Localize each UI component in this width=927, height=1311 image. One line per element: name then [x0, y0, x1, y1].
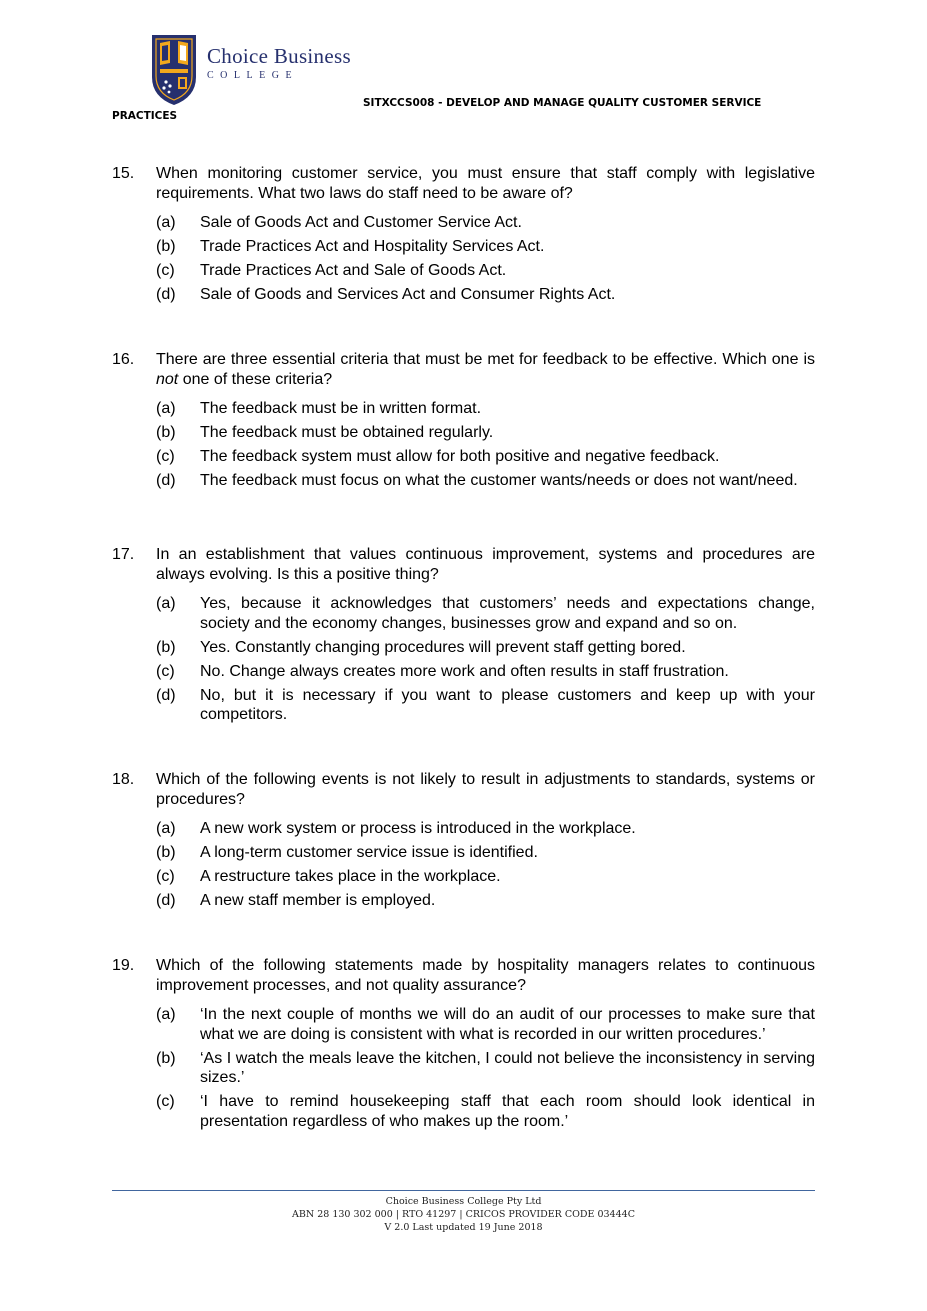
option-text: ‘In the next couple of months we will do an audit of our processes to make sure that what we are doing is consistent with what is recorded in our written procedures.’	[200, 1006, 815, 1043]
option-text: No, but it is necessary if you want to please customers and keep up with your competitors.	[200, 686, 815, 723]
option-label: (b)	[156, 238, 176, 255]
question-text	[156, 350, 815, 390]
option-label: (a)	[156, 820, 176, 837]
option-label: (d)	[156, 472, 176, 489]
question-19	[112, 956, 815, 1136]
question-text-end: one of these criteria?	[178, 371, 333, 388]
footer-version: V 2.0 Last updated 19 June 2018	[384, 1222, 543, 1233]
option-label: (b)	[156, 844, 176, 861]
option-text: No. Change always creates more work and often results in staff frustration.	[200, 662, 729, 680]
option-text: The feedback system must allow for both positive and negative feedback.	[200, 448, 720, 465]
options-list	[112, 819, 815, 911]
option-c	[156, 662, 815, 682]
option-a	[156, 819, 815, 839]
brand-subtitle: COLLEGE	[207, 70, 299, 81]
option-d	[156, 891, 815, 911]
footer-registration: ABN 28 130 302 000 | RTO 41297 | CRICOS PROVIDER CODE 03444C	[292, 1209, 635, 1220]
options-list	[112, 213, 815, 305]
option-a	[156, 399, 815, 419]
brand-name: Choice Business	[207, 44, 351, 68]
option-text: The feedback must be obtained regularly.	[200, 424, 494, 441]
option-label: (d)	[156, 686, 176, 704]
question-17	[112, 545, 815, 729]
option-text: A long-term customer service issue is identified.	[200, 844, 538, 861]
option-label: (a)	[156, 400, 176, 417]
page-footer	[112, 1195, 815, 1234]
option-label: (d)	[156, 286, 176, 303]
option-text: Sale of Goods and Services Act and Consumer Rights Act.	[200, 286, 616, 303]
option-text: Trade Practices Act and Hospitality Services Act.	[200, 238, 545, 255]
option-c	[156, 867, 815, 887]
option-text: A new work system or process is introduced in the workplace.	[200, 820, 636, 837]
option-d	[156, 285, 815, 305]
option-a	[156, 1005, 815, 1044]
college-brand	[207, 44, 351, 81]
option-b	[156, 1049, 815, 1088]
option-label: (a)	[156, 214, 176, 231]
option-c	[156, 447, 815, 467]
option-label: (a)	[156, 1006, 176, 1023]
question-number: 16.	[112, 351, 135, 368]
unit-code-heading: SITXCCS008 - DEVELOP AND MANAGE QUALITY CUSTOMER SERVICE	[363, 97, 762, 109]
option-text: ‘As I watch the meals leave the kitchen, I could not believe the inconsistency in serving sizes.’	[200, 1049, 815, 1086]
option-d	[156, 471, 815, 491]
option-c	[156, 261, 815, 281]
question-number: 17.	[112, 546, 135, 563]
option-b	[156, 237, 815, 257]
option-label: (b)	[156, 1049, 176, 1067]
option-text: Sale of Goods Act and Customer Service Act.	[200, 214, 522, 231]
option-label: (b)	[156, 638, 176, 656]
question-text: When monitoring customer service, you must ensure that staff comply with legislative requirements. What two laws do staff need to be aware of?	[156, 165, 815, 202]
option-text: Yes. Constantly changing procedures will prevent staff getting bored.	[200, 638, 686, 656]
options-list	[112, 1005, 815, 1131]
options-list	[112, 594, 815, 725]
option-label: (c)	[156, 262, 175, 279]
option-text: ‘I have to remind housekeeping staff that each room should look identical in presentation regardless of who makes up the room.’	[200, 1093, 815, 1130]
option-label: (b)	[156, 424, 176, 441]
option-b	[156, 638, 815, 658]
option-text: Yes, because it acknowledges that customers’ needs and expectations change, society and the economy changes, businesses grow and expand and so on.	[200, 595, 815, 632]
unit-code-heading-continued: PRACTICES	[112, 110, 178, 122]
question-16	[112, 350, 815, 495]
question-text: In an establishment that values continuous improvement, systems and procedures are always evolving. Is this a positive thing?	[156, 546, 815, 583]
question-15	[112, 164, 815, 309]
option-text: Trade Practices Act and Sale of Goods Act.	[200, 262, 507, 279]
option-b	[156, 423, 815, 443]
option-label: (d)	[156, 892, 176, 909]
footer-divider	[112, 1190, 815, 1191]
option-text: A restructure takes place in the workplace.	[200, 868, 501, 885]
option-d	[156, 686, 815, 725]
options-list	[112, 399, 815, 491]
option-a	[156, 594, 815, 633]
footer-company: Choice Business College Pty Ltd	[385, 1196, 542, 1207]
option-label: (c)	[156, 448, 175, 465]
question-number: 15.	[112, 165, 135, 182]
option-text: The feedback must focus on what the customer wants/needs or does not want/need.	[200, 472, 798, 489]
option-label: (c)	[156, 1093, 175, 1110]
option-b	[156, 843, 815, 863]
option-text: A new staff member is employed.	[200, 892, 436, 909]
question-18	[112, 770, 815, 915]
question-text-start: There are three essential criteria that must be met for feedback to be effective. Which one is	[156, 351, 815, 368]
question-number: 18.	[112, 771, 135, 788]
question-number: 19.	[112, 957, 135, 974]
option-text: The feedback must be in written format.	[200, 400, 482, 417]
option-c	[156, 1092, 815, 1131]
option-label: (a)	[156, 595, 176, 612]
question-text: Which of the following events is not likely to result in adjustments to standards, systems or procedures?	[156, 771, 815, 808]
question-text: Which of the following statements made by hospitality managers relates to continuous improvement processes, and not quality assurance?	[156, 957, 815, 994]
college-crest-logo	[150, 33, 198, 107]
option-label: (c)	[156, 868, 175, 885]
option-a	[156, 213, 815, 233]
question-emphasis: not	[156, 371, 179, 388]
option-label: (c)	[156, 662, 175, 680]
